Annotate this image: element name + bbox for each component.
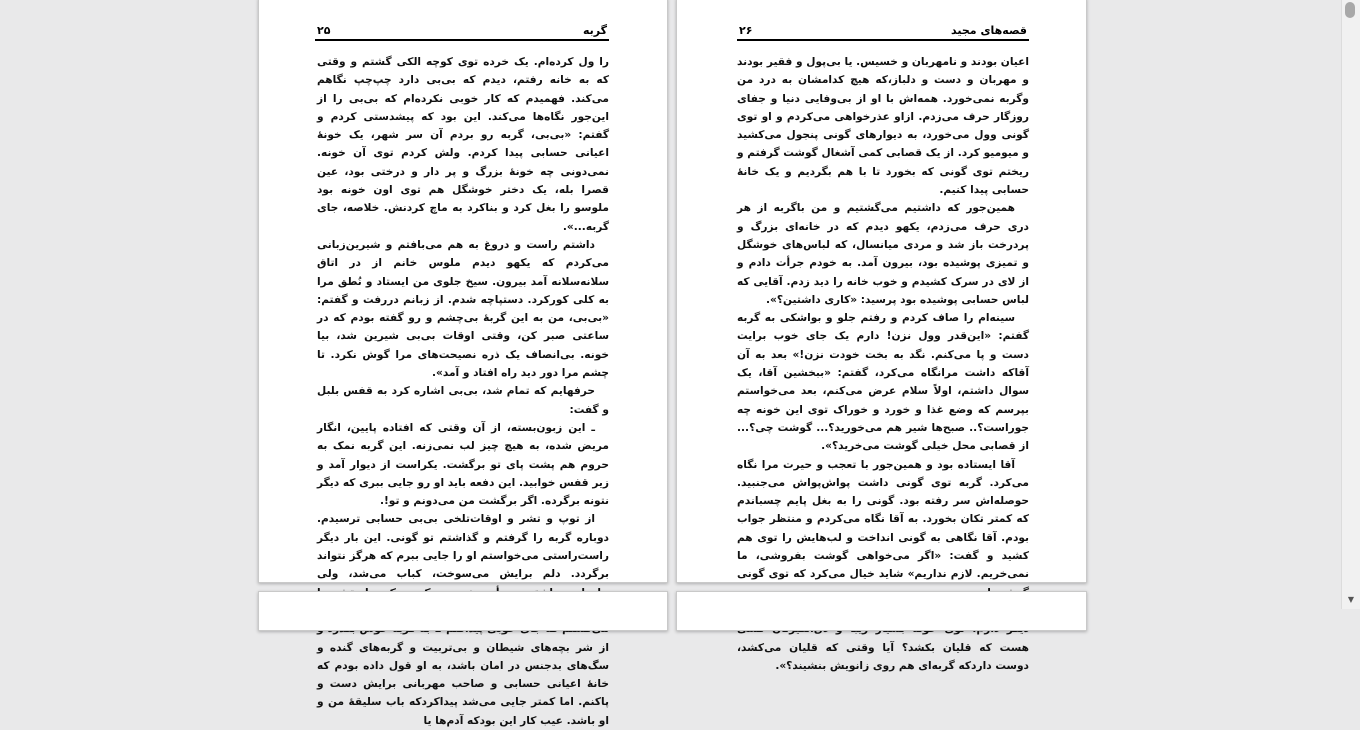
page-26 (676, 0, 1087, 672)
page-27 (258, 591, 668, 631)
page-body (737, 53, 1029, 675)
page-25 (258, 0, 668, 727)
page-number: ۲۶ (739, 24, 753, 37)
paragraph: اعیان بودند و نامهربان و خسیس. یا بی‌پول و فقیر بودند و مهربان و دست و دلباز،که هیچ کدامشان به درد من وگربه نمی‌خورد. همه‌اش با او از بی‌وفایی دنیا و جفای روزگار حرف می‌زدم. ازاو عذرخواهی می‌کردم و او توی گونی وول می‌خورد، به دیوارهای گونی پنجول می‌کشید و میومیو کرد. از یک قصابی کمی آشغال گوشت گرفتم و ریختم توی گونی که بخورد تا با هم بگردیم و یک خانهٔ حسابی پیدا کنیم. (737, 56, 1029, 197)
paragraph: از توپ و تشر و اوقات‌تلخی بی‌بی حسابی ترسیدم. دوباره گربه را گرفتم و گذاشتم تو گونی. این بار دیگر راست‌راستی می‌خواستم او را جایی ببرم که هرگز نتواند برگردد. دلم برایش می‌سوخت، کباب می‌شد، ولی از شر بچه‌های شیطان و بی‌تربیت و گربه‌های گنده و سگ‌های بدجنس در امان باشد، به او قول داده بودم که خانهٔ اعیانی حسابی و صاحب مهربانی برایش دست و پاکنم. اما کمتر جایی می‌شد پیداکردکه باب سلیقهٔ من و او باشد. عیب کار این بودکه آدم‌ها یا (317, 513, 609, 727)
page-28 (676, 591, 1087, 631)
vertical-scrollbar[interactable] (1341, 0, 1360, 609)
scroll-down-button[interactable]: ▼ (1347, 595, 1355, 604)
running-title: قصه‌های مجید (951, 24, 1027, 37)
page-header (315, 23, 609, 41)
paragraph: ـ این زبون‌بسته، از آن وقتی که افتاده پایین، انگار مریض شده، به هیچ چیز لب نمی‌زنه. این گربه نمک به حروم هم پشت پای تو برگشت. یکراست از دیوار آمد و زیر قفس خوابید. این دفعه باید او رو جایی ببری که دیگر نتونه برگرده. اگر برگشت من می‌دونم و تو!. (317, 421, 609, 508)
paragraph: حرفهایم که تمام شد، بی‌بی اشاره کرد به قفس بلبل و گفت: (317, 385, 609, 416)
running-title: گربه (582, 24, 607, 37)
paragraph: داشتم راست و دروغ به هم می‌بافتم و شیرین‌زبانی می‌کردم که یکهو دیدم ملوس خانم از در اتاق سلانه‌سلانه آمد بیرون. سیخ جلوی من ایستاد و نُطق مرا به کلی کورکرد. دستپاچه شدم. از زبانم دررفت و گفتم: «بی‌بی، من به این گربهٔ بی‌چشم و رو گفته بودم که در ساعتی صبر کن، وقتی اوقات بی‌بی شیرین شد، بیا خونه. بی‌انصاف یک ذره نصیحت‌های مرا گوش نکرد. تا چشم مرا دور دید راه افتاد و آمد». (317, 238, 609, 380)
page-header (737, 23, 1029, 41)
paragraph: همین‌جور که داشتیم می‌گشتیم و من باگربه از هر دری حرف می‌زدم، یکهو دیدم که در خانه‌ای بزرگ و پردرخت باز شد و مردی میانسال، که لباس‌های خوشگل و تمیزی پوشیده بود، بیرون آمد. به خودم جرأت دادم و از لای در سرک کشیدم و خوب خانه را دید زدم. آقایی که لباس حسابی پوشیده بود پرسید: «کاری داشتین؟». (737, 202, 1029, 306)
page-number: ۲۵ (317, 24, 331, 37)
scrollbar-thumb[interactable] (1345, 2, 1355, 18)
paragraph: را ول کرده‌ام. یک خرده توی کوچه الکی گشتم و وقتی که به خانه رفتم، دیدم که بی‌بی دارد چپ‌چپ نگاهم می‌کند. فهمیدم که کار خوبی نکرده‌ام که بی‌بی را از این‌جور نگاه‌ها می‌کند. این بود که پیشدستی کردم و گفتم: «بی‌بی، گربه رو بردم آن سر شهر، یک خونهٔ اعیانی حسابی پیدا کردم. ولش کردم توی آن خونه. نمی‌دونی چه خونهٔ بزرگ و پر دار و درختی بود، عین قصرا بله، یک دختر خوشگل هم توی اون خونه بود ملوسو را بغل کرد و بناکرد به ماچ کردنش. خلاصه، جای گربه...». (317, 56, 609, 233)
paragraph: آقا ایستاده بود و همین‌جور با تعجب و حیرت مرا نگاه می‌کرد. گربه توی گونی داشت پواش‌پواش می‌جنبید. حوصله‌اش سر رفته بود. گونی را به بغل پایم چسباندم که کمتر تکان بخورد. به آقا نگاه می‌کردم و منتظر جواب بودم. آقا نگاهی به گونی انداخت و لب‌هایش را توی هم کشید و گفت: «اگر می‌خواهی گوشت بفروشی، ما نمی‌خریم. لازم نداریم» شاید خیال می‌کرد که توی گونی (737, 458, 1029, 581)
paragraph: هست که قلیان بکشد؟ آیا وقتی که قلیان می‌کشد، دوست داردکه گربه‌ای هم روی زانویش بنشیند؟». (737, 641, 1029, 672)
paragraph: سینه‌ام را صاف کردم و رفتم جلو و بواشکی به گربه گفتم: «این‌قدر وول نزن! دارم یک جای خوب برایت دست و پا می‌کنم. نگد به بخت خودت نزن!» بعد به آن آقاکه داشت مرانگاه می‌کرد، گفتم: «ببخشین آقا، یک سوال داشتم، اولاً سلام عرض می‌کنم، بعد می‌خواستم بپرسم که وضع غذا و خورد و خوراک توی این خونه چه جوراست؟.. صبح‌ها شیر هم می‌خورید؟... گوشت چی؟... از قصابی محل خیلی گوشت می‌خرید؟». (737, 312, 1029, 453)
